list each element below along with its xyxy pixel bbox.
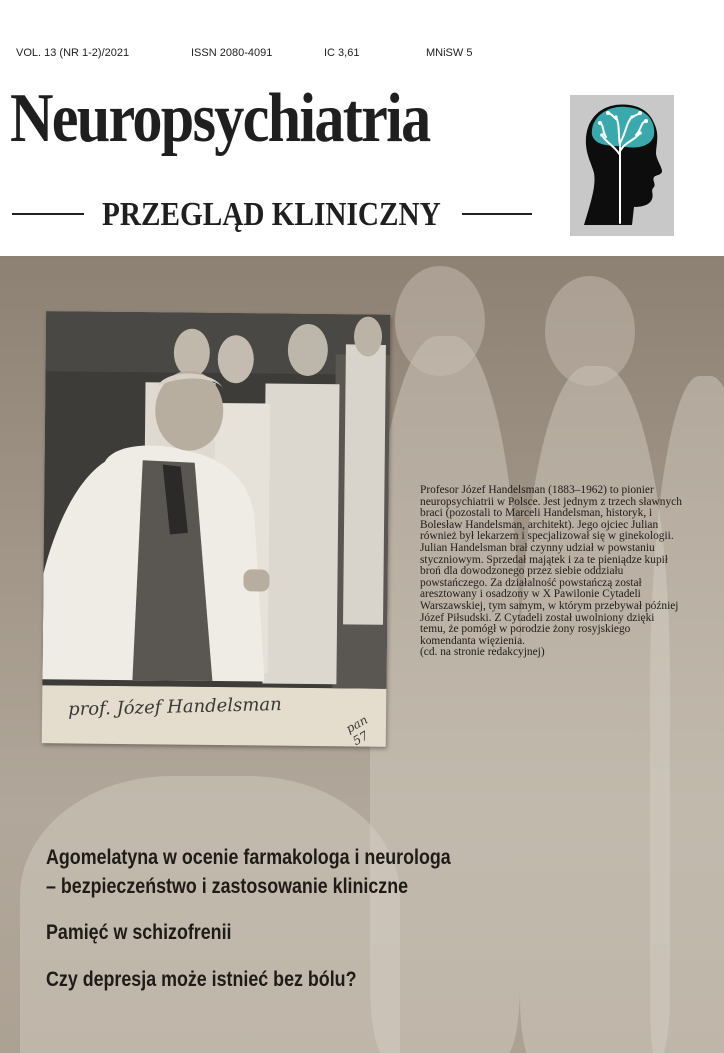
photo-stamp: pan 57 (343, 712, 371, 749)
background-figure-head (545, 276, 635, 386)
background-figure (520, 366, 670, 1053)
background-figure-head (395, 266, 485, 376)
caption-continuation: (cd. na stronie redakcyjnej) (420, 646, 545, 659)
photo-caption (420, 485, 682, 659)
photo-image (42, 311, 390, 689)
issn-label: ISSN 2080-4091 (191, 47, 273, 59)
mnisw-label: MNiSW 5 (426, 47, 473, 59)
left-rule (12, 213, 84, 215)
article-title: Czy depresja może istnieć bez bólu? (46, 968, 357, 991)
volume-label: VOL. 13 (NR 1-2)/2021 (16, 47, 130, 59)
right-rule (462, 213, 532, 215)
head-brain-icon (570, 95, 674, 236)
journal-subtitle: PRZEGLĄD KLINICZNY (102, 196, 441, 233)
impact-factor-label: IC 3,61 (324, 47, 360, 59)
photo-signature: prof. Józef Handelsman (67, 693, 282, 721)
article-title: Pamięć w schizofrenii (46, 921, 232, 944)
article-title-line: – bezpieczeństwo i zastosowanie kliniczne (46, 875, 409, 898)
caption-text: Profesor Józef Handelsman (1883–1962) to pionier neuropsychiatrii w Polsce. Jest jednym z trzech sławnych braci (pozostali to Marceli Handelsman, historyk, i Bolesław Handelsman, architekt). Jego ojciec Julian również był lekarzem i specjalizował się w ginekologii. Julian Handelsman brał czynny udział w powstaniu styczniowym. Sprzedał majątek i za te pieniądze kupił broń dla dowodzonego przez siebie oddziału powstańczego. Za działalność powstańczą został aresztowany i osadzony w X Pawilonie Cytadeli Warszawskiej, tym samym, w którym przebywał później Józef Piłsudski. Z Cytadeli został uwolniony dzięki temu, że pomógł w porodzie żony rosyjskiego komendanta więzienia. (420, 484, 682, 647)
journal-title: Neuropsychiatria (10, 80, 430, 157)
historic-photograph (42, 311, 391, 747)
background-figure (20, 776, 400, 1053)
journal-logo (570, 95, 674, 236)
cover-header (0, 0, 724, 256)
article-title-line: Agomelatyna w ocenie farmakologa i neurologa (46, 846, 451, 869)
background-figure (650, 376, 724, 1053)
